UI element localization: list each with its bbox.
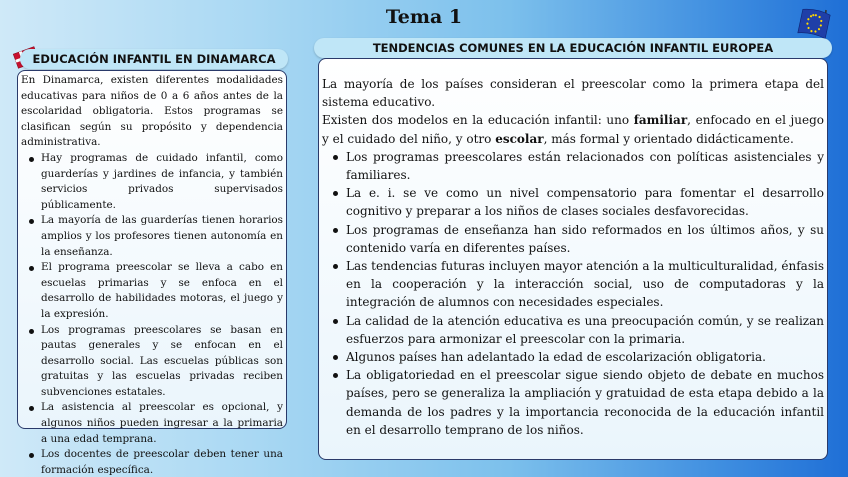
text-fragment: , enfocado en el juego y el cuidado del niño, y otro (322, 113, 824, 146)
list-item: La obligatoriedad en el preescolar sigue siendo objeto de debate en muchos países, pero se generaliza la ampliación y gratuidad de esta etapa debido a la demanda de los padres y la importancia reconocida de la educación infantil en el desarrollo temprano de los niños. (322, 366, 824, 439)
page-title: Tema 1 (385, 6, 463, 28)
europe-paragraph-2 (322, 111, 824, 147)
europe-card (318, 58, 828, 460)
list-item: La e. i. se ve como un nivel compensatorio para fomentar el desarrollo cognitivo y preparar a los niños de clases sociales desfavorecidas. (322, 184, 824, 220)
list-item: Algunos países han adelantado la edad de escolarización obligatoria. (322, 348, 824, 366)
list-item: Los programas de enseñanza han sido reformados en los últimos años, y su contenido varía en diferentes países. (322, 221, 824, 257)
list-item: El programa preescolar se lleva a cabo en escuelas primarias y se enfoca en el desarrollo de habilidades motoras, el juego y la expresión. (21, 260, 283, 322)
europe-list (322, 148, 824, 439)
list-item: Las tendencias futuras incluyen mayor atención a la multiculturalidad, énfasis en la cooperación y la interacción social, uso de computadoras y la integración de alumnos con necesidades especiales. (322, 257, 824, 312)
denmark-list (21, 151, 283, 477)
list-item: Hay programas de cuidado infantil, como guarderías y jardines de infancia, y también servicios privados supervisados públicamente. (21, 151, 283, 213)
text-fragment: Existen dos modelos en la educación infantil: uno (322, 113, 634, 128)
text-fragment: , más formal y orientado didácticamente. (543, 131, 794, 146)
europe-paragraph-1: La mayoría de los países consideran el preescolar como la primera etapa del sistema educativo. (322, 77, 824, 110)
list-item: Los programas preescolares se basan en pautas generales y se enfocan en el desarrollo social. Las escuelas públicas son gratuitas y las escuelas privadas reciben subvenciones estatales. (21, 323, 283, 401)
europe-section-heading: TENDENCIAS COMUNES EN LA EDUCACIÓN INFANTIL EUROPEA (314, 38, 832, 58)
list-item: Los programas preescolares están relacionados con políticas asistenciales y familiares. (322, 148, 824, 184)
denmark-card (17, 70, 287, 476)
denmark-intro: En Dinamarca, existen diferentes modalidades educativas para niños de 0 a 6 años antes de la escolaridad obligatoria. Estos programas se clasifican según su propósito y dependencia administrativa. (21, 74, 283, 149)
list-item: La mayoría de las guarderías tienen horarios amplios y los profesores tienen autonomía en la enseñanza. (21, 213, 283, 260)
list-item: Los docentes de preescolar deben tener una formación específica. (21, 447, 283, 477)
list-item: La calidad de la atención educativa es una preocupación común, y se realizan esfuerzos para armonizar el preescolar con la primaria. (322, 312, 824, 348)
list-item: La asistencia al preescolar es opcional, y algunos niños pueden ingresar a la primaria a una edad temprana. (21, 400, 283, 447)
denmark-section-heading: EDUCACIÓN INFANTIL EN DINAMARCA (20, 49, 288, 69)
familiar-keyword: familiar (633, 113, 688, 128)
escolar-keyword: escolar (495, 131, 544, 146)
